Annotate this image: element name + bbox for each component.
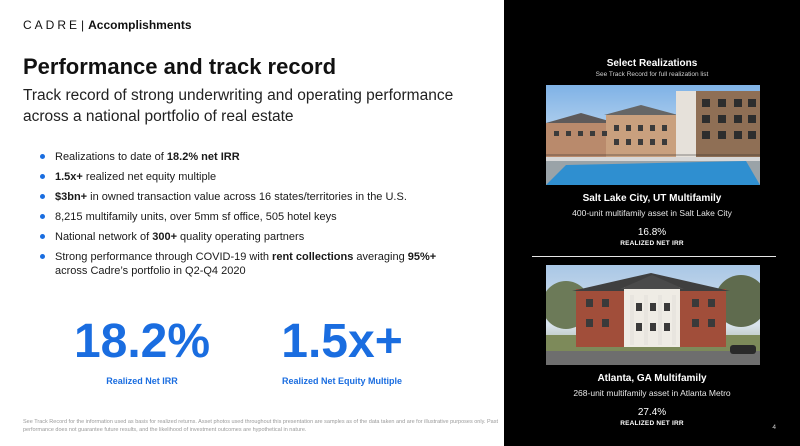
page-subtitle: Track record of strong underwriting and operating performance across a national portfolio of real estate bbox=[23, 87, 454, 125]
realization-card-salt-lake-city bbox=[504, 193, 800, 247]
apartment-building-image bbox=[546, 265, 760, 365]
page-number: 4 bbox=[772, 424, 776, 431]
page-title: Performance and track record bbox=[23, 54, 337, 79]
realization-card-atlanta bbox=[504, 373, 800, 427]
list-item: Strong performance through COVID-19 with rent collections averaging 95%+ across Cadre’s portfolio in Q2-Q4 2020 bbox=[40, 250, 460, 278]
list-item: National network of 300+ quality operating partners bbox=[40, 230, 460, 244]
kpi-equity-multiple bbox=[262, 314, 422, 386]
realization-description: 268-unit multifamily asset in Atlanta Metro bbox=[573, 388, 731, 398]
realization-description: 400-unit multifamily asset in Salt Lake City bbox=[572, 208, 732, 218]
realization-label: REALIZED NET IRR bbox=[620, 240, 684, 247]
list-item: 1.5x+ realized net equity multiple bbox=[40, 170, 460, 184]
divider bbox=[532, 256, 776, 257]
realization-value: 16.8% bbox=[637, 227, 667, 238]
salt-lake-city-photo bbox=[546, 85, 760, 185]
kpi-net-irr bbox=[62, 314, 222, 386]
brand-logo: CADRE bbox=[23, 18, 81, 32]
footnote: See Track Record for the information used as basis for realized returns. Asset photos used throughout this presentation are samples as of the data taken and are for illustrative purposes only. Past performance does not guarantee future results, and the likelihood of investment outcomes are hypothetical in nature. bbox=[23, 419, 498, 433]
section-name: Accomplishments bbox=[88, 18, 192, 32]
list-item: $3bn+ in owned transaction value across 16 states/territories in the U.S. bbox=[40, 190, 460, 204]
apartment-pool-image bbox=[546, 85, 760, 185]
realization-label: REALIZED NET IRR bbox=[620, 420, 684, 427]
header-brand bbox=[23, 18, 192, 32]
kpi-value: 18.2% bbox=[73, 315, 211, 368]
realizations-heading: Select Realizations bbox=[606, 58, 698, 69]
kpi-label: Realized Net Equity Multiple bbox=[281, 376, 402, 386]
list-item: 8,215 multifamily units, over 5mm sf office, 505 hotel keys bbox=[40, 210, 460, 224]
atlanta-photo bbox=[546, 265, 760, 365]
realizations-subheading: See Track Record for full realization list bbox=[595, 71, 709, 78]
kpi-value: 1.5x+ bbox=[281, 315, 403, 368]
realization-value: 27.4% bbox=[637, 407, 667, 418]
realizations-panel bbox=[504, 0, 800, 446]
highlights-list bbox=[40, 150, 460, 284]
header-separator: | bbox=[81, 18, 85, 32]
realization-title: Salt Lake City, UT Multifamily bbox=[582, 193, 722, 204]
list-item: Realizations to date of 18.2% net IRR bbox=[40, 150, 460, 164]
realization-title: Atlanta, GA Multifamily bbox=[597, 373, 707, 384]
kpi-label: Realized Net IRR bbox=[106, 376, 178, 386]
